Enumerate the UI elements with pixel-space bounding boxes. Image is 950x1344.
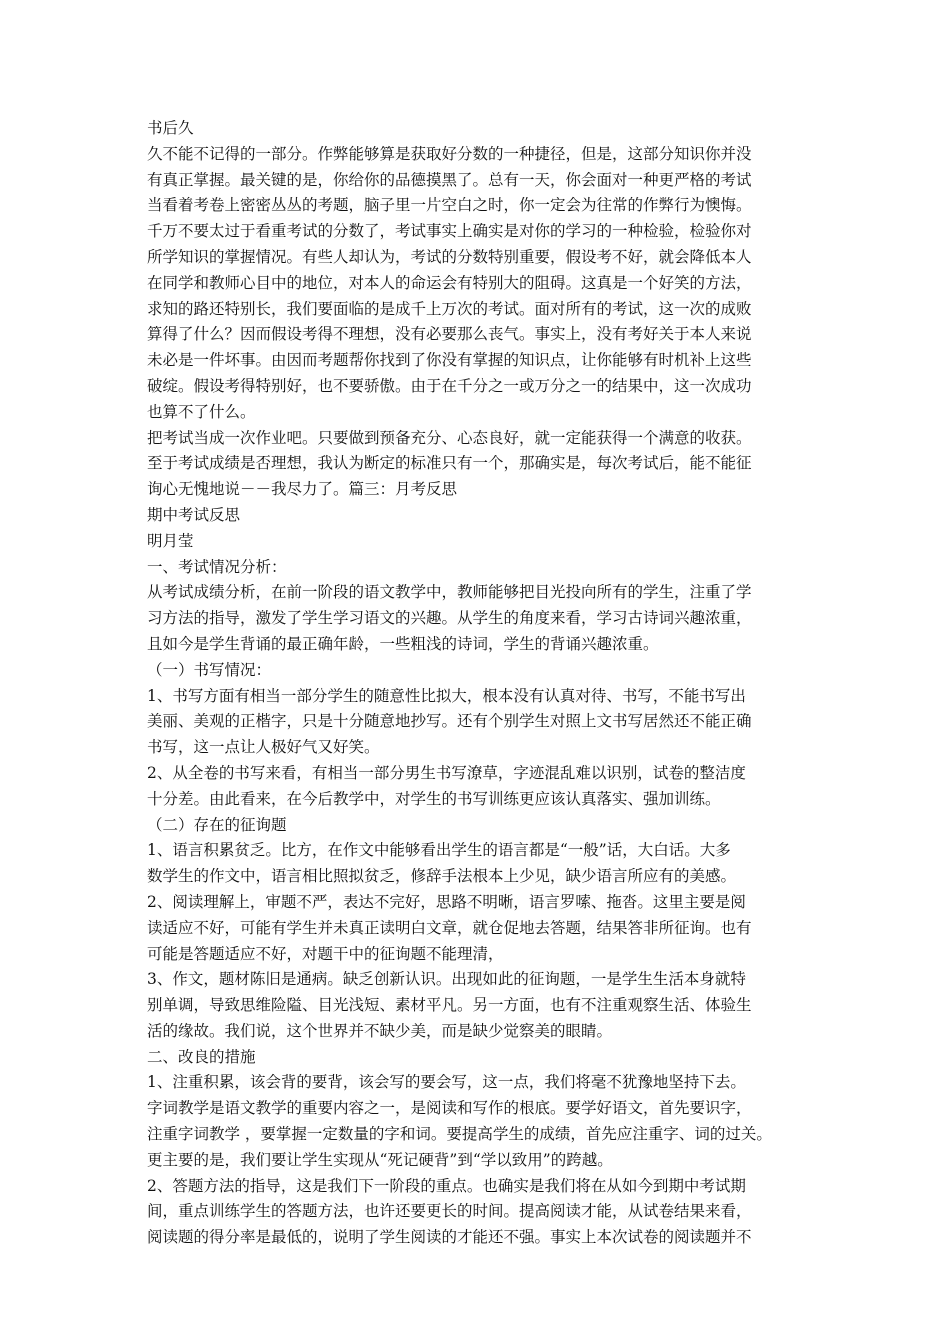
author-name: 明月莹 [147, 531, 194, 550]
text-line: 3、作文，题材陈旧是通病。缺乏创新认识。出现如此的征询题，一是学生生活本身就特 [147, 970, 746, 989]
text-line: 间，重点训练学生的答题方法，也许还要更长的时间。提高阅读才能，从试卷结果来看， [147, 1202, 752, 1221]
text-line: 询心无愧地说－－我尽力了。篇三：月考反思 [147, 480, 458, 499]
section-heading: 二、改良的措施 [147, 1047, 256, 1066]
text-line: 未必是一件坏事。由因而考题帮你找到了你没有掌握的知识点，让你能够有时机补上这些 [147, 351, 752, 370]
text-line: 可能是答题适应不好，对题干中的征询题不能理清， [147, 944, 504, 963]
text-line: 读适应不好，可能有学生并未真正读明白文章，就仓促地去答题，结果答非所征询。也有 [147, 918, 752, 937]
text-line: 别单调，导致思维险隘、目光浅短、素材平凡。另一方面，也有不注重观察生活、体验生 [147, 996, 752, 1015]
text-line: 习方法的指导，激发了学生学习语文的兴趣。从学生的角度来看，学习古诗词兴趣浓重， [147, 609, 752, 628]
text-line: 至于考试成绩是否理想，我认为断定的标准只有一个，那确实是，每次考试后，能不能征 [147, 454, 752, 473]
text-line: 当看着考卷上密密丛丛的考题，脑子里一片空白之时，你一定会为往常的作弊行为懊悔。 [147, 196, 752, 215]
text-line: 把考试当成一次作业吧。只要做到预备充分、心态良好，就一定能获得一个满意的收获。 [147, 428, 752, 447]
text-line: 有真正掌握。最关键的是，你给你的品德摸黑了。总有一天，你会面对一种更严格的考试 [147, 170, 752, 189]
text-line: 求知的路还特别长，我们要面临的是成千上万次的考试。面对所有的考试，这一次的成败 [147, 299, 752, 318]
text-line: 字词教学是语文教学的重要内容之一，是阅读和写作的根底。要学好语文，首先要识字， [147, 1099, 752, 1118]
text-line: 破绽。假设考得特别好，也不要骄傲。由于在千分之一或万分之一的结果中，这一次成功 [147, 376, 752, 395]
text-line: 从考试成绩分析，在前一阶段的语文教学中，教师能够把目光投向所有的学生，注重了学 [147, 583, 752, 602]
section-heading: 一、考试情况分析： [147, 557, 287, 576]
text-line: 阅读题的得分率是最低的，说明了学生阅读的才能还不强。事实上本次试卷的阅读题并不 [147, 1228, 752, 1247]
text-line: 书后久 [147, 119, 194, 137]
section-title: 期中考试反思 [147, 505, 241, 524]
text-line: 所学知识的掌握情况。有些人却认为，考试的分数特别重要，假设考不好，就会降低本人 [147, 247, 752, 266]
text-line: 千万不要太过于看重考试的分数了，考试事实上确实是对你的学习的一种检验，检验你对 [147, 222, 752, 241]
text-line: 更主要的是，我们要让学生实现从“死记硬背”到“学以致用”的跨越。 [147, 1150, 613, 1169]
text-line: 在同学和教师心目中的地位，对本人的命运会有特别大的阻碍。这真是一个好笑的方法， [147, 273, 752, 292]
text-line: 数学生的作文中，语言相比照拟贫乏，修辞手法根本上少见，缺少语言所应有的美感。 [147, 867, 737, 886]
text-line: 书写，这一点让人极好气又好笑。 [147, 738, 380, 757]
text-line: 且如今是学生背诵的最正确年龄，一些粗浅的诗词，学生的背诵兴趣浓重。 [147, 634, 659, 653]
text-line: 也算不了什么。 [147, 402, 256, 421]
text-line: 2、答题方法的指导，这是我们下一阶段的重点。也确实是我们将在从如今到期中考试期 [147, 1176, 746, 1195]
text-line: 注重字词教学 ，要掌握一定数量的字和词。要提高学生的成绩，首先应注重字、词的过关。 [147, 1125, 772, 1144]
text-line: 1、书写方面有相当一部分学生的随意性比拟大，根本没有认真对待、书写，不能书写出 [147, 686, 746, 705]
subsection-heading: （一）书写情况： [147, 660, 272, 679]
text-line: 美丽、美观的正楷字，只是十分随意地抄写。还有个别学生对照上文书写居然还不能正确 [147, 712, 752, 731]
text-line: 算得了什么？因而假设考得不理想，没有必要那么丧气。事实上，没有考好关于本人来说 [147, 325, 752, 344]
text-line: 2、阅读理解上，审题不严，表达不完好，思路不明晰，语言罗嗦、拖沓。这里主要是阅 [147, 892, 746, 911]
document-body [147, 116, 827, 1251]
text-line: 1、注重积累，该会背的要背，该会写的要会写，这一点，我们将毫不犹豫地坚持下去。 [147, 1073, 746, 1092]
text-line: 1、语言积累贫乏。比方，在作文中能够看出学生的语言都是“一般”话，大白话。大多 [147, 841, 731, 860]
text-line: 十分差。由此看来，在今后教学中，对学生的书写训练更应该认真落实、强加训练。 [147, 789, 721, 808]
subsection-heading: （二）存在的征询题 [147, 815, 287, 834]
text-line: 活的缘故。我们说，这个世界并不缺少美，而是缺少觉察美的眼睛。 [147, 1021, 613, 1040]
text-line: 久不能不记得的一部分。作弊能够算是获取好分数的一种捷径，但是，这部分知识你并没 [147, 144, 752, 163]
text-line: 2、从全卷的书写来看，有相当一部分男生书写潦草，字迹混乱难以识别，试卷的整洁度 [147, 763, 746, 782]
